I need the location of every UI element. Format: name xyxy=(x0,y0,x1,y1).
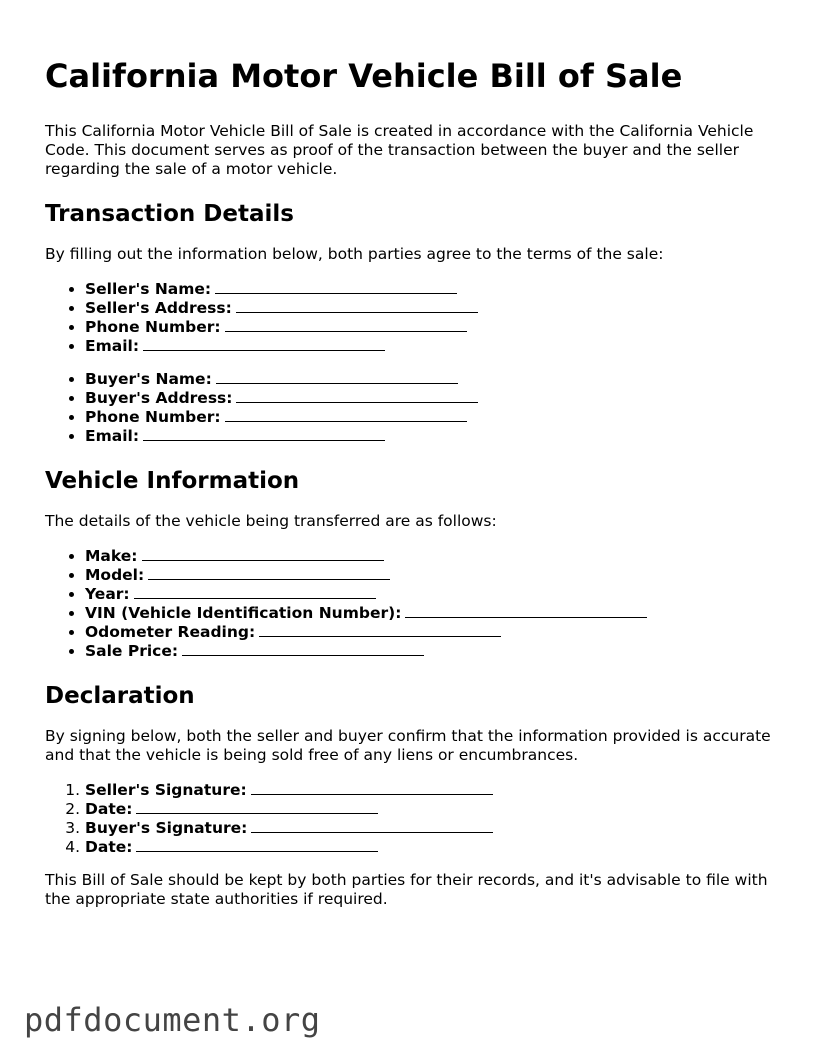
list-item xyxy=(85,299,775,318)
list-item xyxy=(85,819,775,838)
field-label: Model: xyxy=(85,566,145,584)
field-label: Odometer Reading: xyxy=(85,623,256,641)
field-label: Sale Price: xyxy=(85,642,179,660)
declaration-heading: Declaration xyxy=(45,683,195,709)
buyer-fields-list xyxy=(45,370,775,446)
year-blank[interactable] xyxy=(134,585,376,599)
field-label: Email: xyxy=(85,337,140,355)
list-item xyxy=(85,604,775,623)
list-item xyxy=(85,566,775,585)
field-label: Seller's Signature: xyxy=(85,781,247,799)
seller-name-blank[interactable] xyxy=(215,280,457,294)
odometer-blank[interactable] xyxy=(259,623,501,637)
vehicle-heading: Vehicle Information xyxy=(45,468,300,494)
transaction-heading: Transaction Details xyxy=(45,201,294,227)
document-page xyxy=(45,52,775,925)
list-item xyxy=(85,642,775,661)
buyer-name-blank[interactable] xyxy=(216,370,458,384)
list-item xyxy=(85,318,775,337)
field-label: Buyer's Address: xyxy=(85,389,233,407)
field-label: Year: xyxy=(85,585,130,603)
list-item xyxy=(85,585,775,604)
list-item xyxy=(85,408,775,427)
page-title: California Motor Vehicle Bill of Sale xyxy=(45,57,683,95)
seller-fields-list xyxy=(45,280,775,356)
list-item xyxy=(85,838,775,857)
list-item xyxy=(85,623,775,642)
field-label: VIN (Vehicle Identification Number): xyxy=(85,604,402,622)
seller-email-blank[interactable] xyxy=(143,337,385,351)
watermark: pdfdocument.org xyxy=(24,1001,321,1039)
field-label: Date: xyxy=(85,838,133,856)
seller-address-blank[interactable] xyxy=(236,299,478,313)
field-label: Phone Number: xyxy=(85,318,221,336)
vin-blank[interactable] xyxy=(405,604,647,618)
field-label: Seller's Name: xyxy=(85,280,212,298)
vehicle-text: The details of the vehicle being transferred are as follows: xyxy=(45,512,497,530)
field-label: Date: xyxy=(85,800,133,818)
declaration-text: By signing below, both the seller and buyer confirm that the information provided is accurate and that the vehicle is being sold free of any liens or encumbrances. xyxy=(45,727,771,764)
list-item xyxy=(85,337,775,356)
seller-signature-blank[interactable] xyxy=(251,781,493,795)
sale-price-blank[interactable] xyxy=(182,642,424,656)
list-item xyxy=(85,389,775,408)
field-label: Email: xyxy=(85,427,140,445)
list-item xyxy=(85,370,775,389)
make-blank[interactable] xyxy=(142,547,384,561)
list-item xyxy=(85,547,775,566)
list-item xyxy=(85,800,775,819)
buyer-signature-blank[interactable] xyxy=(251,819,493,833)
field-label: Seller's Address: xyxy=(85,299,232,317)
model-blank[interactable] xyxy=(148,566,390,580)
seller-phone-blank[interactable] xyxy=(225,318,467,332)
field-label: Buyer's Signature: xyxy=(85,819,248,837)
buyer-email-blank[interactable] xyxy=(143,427,385,441)
list-item xyxy=(85,427,775,446)
buyer-phone-blank[interactable] xyxy=(225,408,467,422)
field-label: Buyer's Name: xyxy=(85,370,212,388)
closing-paragraph: This Bill of Sale should be kept by both parties for their records, and it's advisable to file with the appropriate state authorities if required. xyxy=(45,871,768,908)
seller-date-blank[interactable] xyxy=(136,800,378,814)
list-item xyxy=(85,280,775,299)
buyer-date-blank[interactable] xyxy=(136,838,378,852)
vehicle-fields-list xyxy=(45,547,775,661)
list-item xyxy=(85,781,775,800)
signature-list xyxy=(45,781,775,857)
buyer-address-blank[interactable] xyxy=(236,389,478,403)
transaction-text: By filling out the information below, both parties agree to the terms of the sale: xyxy=(45,245,664,263)
field-label: Phone Number: xyxy=(85,408,221,426)
field-label: Make: xyxy=(85,547,138,565)
intro-paragraph: This California Motor Vehicle Bill of Sale is created in accordance with the California Vehicle Code. This document serves as proof of the transaction between the buyer and the seller regarding the sale of a motor vehicle. xyxy=(45,122,754,178)
